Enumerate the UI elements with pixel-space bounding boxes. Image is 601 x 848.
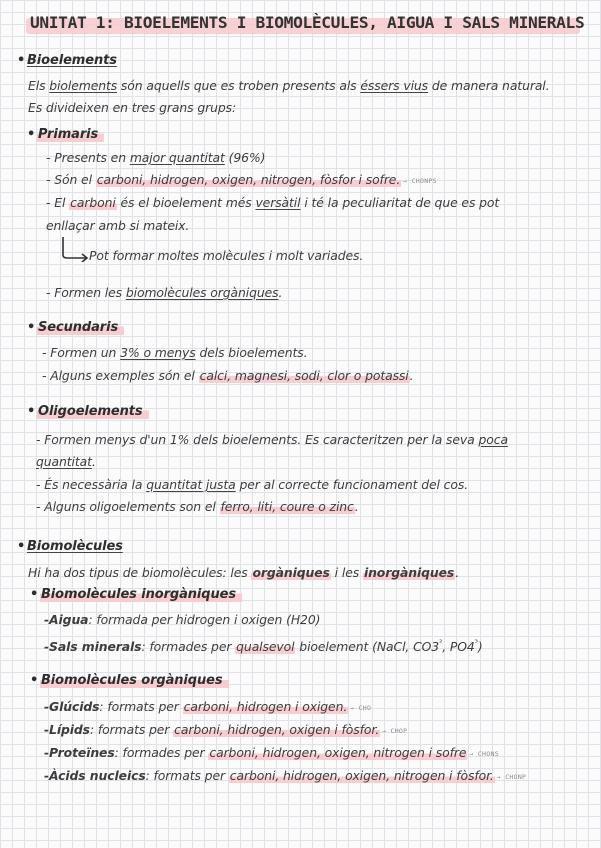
biomolecules-heading: • Biomolècules (17, 539, 123, 554)
page-title: UNITAT 1: BIOELEMENTS I BIOMOLÈCULES, AIGUA I SALS MINERALS (30, 13, 585, 32)
organiques-glucids: -Glúcids: formats per carboni, hidrogen i oxigen. → CHO (44, 699, 372, 714)
annotation-chop: → CHOP (382, 727, 408, 735)
oligoelements-heading: • Oligoelements (27, 403, 149, 421)
oligoelements-line1: - Formen menys d'un 1% dels bioelements. Es caracteritzen per la seva poca (36, 432, 508, 447)
organiques-proteines: -Proteïnes: formades per carboni, hidrogen, oxigen, nitrogen i sofre → CHONS (44, 745, 499, 760)
bullet-icon: • (27, 127, 36, 142)
oligoelements-line4: - Alguns oligoelements son el ferro, liti, coure o zinc. (36, 499, 359, 514)
annotation-chonps: → CHONPS (403, 177, 437, 185)
bullet-icon: • (30, 587, 39, 602)
bullet-icon: • (27, 404, 36, 419)
secundaris-line2: - Alguns exemples són el calci, magnesi, sodi, clor o potassi. (42, 368, 414, 383)
secundaris-heading: • Secundaris (27, 319, 124, 337)
bioelements-intro-line2: Es divideixen en tres grans grups: (28, 100, 237, 115)
inorganiques-aigua: -Aigua: formada per hidrogen i oxigen (H20) (44, 612, 321, 627)
primaris-line2: - Són el carboni, hidrogen, oxigen, nitrogen, fòsfor i sofre. → CHONPS (46, 172, 437, 187)
organiques-heading: • Biomolècules orgàniques (30, 672, 229, 690)
primaris-line4: enllaçar amb si mateix. (46, 218, 190, 233)
secundaris-line1: - Formen un 3% o menys dels bioelements. (42, 345, 308, 360)
bullet-icon: • (17, 53, 26, 68)
primaris-line1: - Presents en major quantitat (96%) (46, 150, 266, 165)
annotation-chons: → CHONS (469, 750, 499, 758)
organiques-acids-nucleics: -Àcids nucleics: formats per carboni, hidrogen, oxigen, nitrogen i fòsfor. → CHONP (44, 768, 527, 783)
bullet-icon: • (30, 673, 39, 688)
biomolecules-intro: Hi ha dos tipus de biomolècules: les orgàniques i les inorgàniques. (28, 565, 460, 580)
primaris-line5: Pot formar moltes molècules i molt variades. (89, 248, 364, 263)
annotation-cho: → CHO (350, 704, 372, 712)
organiques-lipids: -Lípids: formats per carboni, hidrogen, oxigen i fòsfor. → CHOP (44, 722, 408, 737)
primaris-heading: • Primaris (27, 126, 104, 144)
bullet-icon: • (17, 539, 26, 554)
oligoelements-line3: - És necessària la quantitat justa per al correcte funcionament del cos. (36, 477, 469, 492)
bioelements-intro-line1: Els biolements són aquells que es troben presents als éssers vius de manera natural. (28, 78, 550, 93)
primaris-line3: - El carboni és el bioelement més versàtil i té la peculiaritat de que es pot (46, 195, 500, 210)
bullet-icon: • (27, 320, 36, 335)
primaris-line6: - Formen les biomolècules orgàniques. (46, 285, 283, 300)
annotation-chonp: → CHONP (496, 773, 527, 781)
bioelements-heading: • Bioelements (17, 53, 117, 68)
oligoelements-line2: quantitat. (36, 454, 96, 469)
inorganiques-sals: -Sals minerals: formades per qualsevol bioelement (NaCl, $CO3^{^2}$, $PO4^{^3}$) (44, 638, 483, 654)
inorganiques-heading: • Biomolècules inorgàniques (30, 586, 242, 604)
arrow-icon (58, 236, 90, 262)
